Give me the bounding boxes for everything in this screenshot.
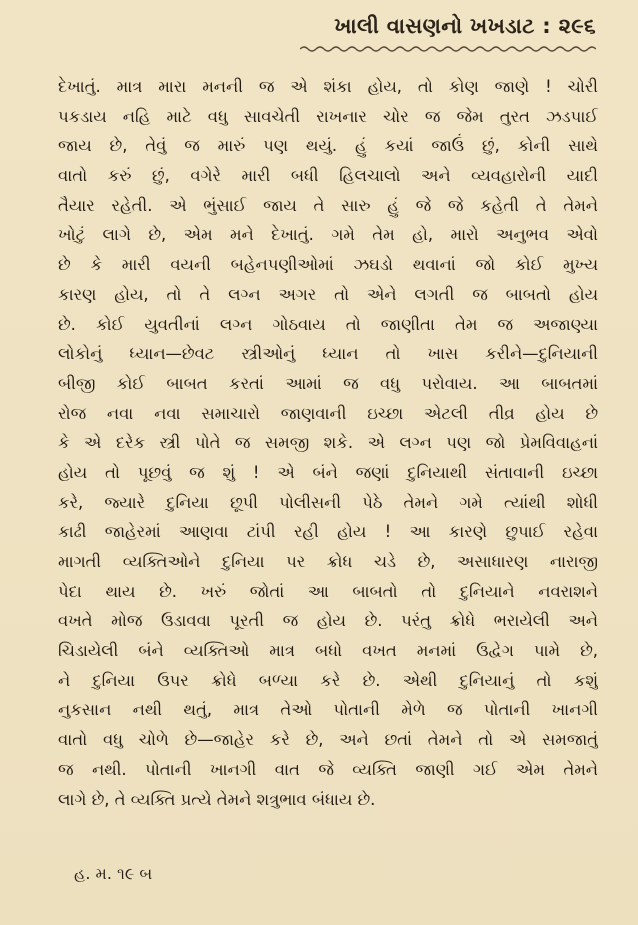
text-line: વાતો કરું છું, વગેરે મારી બધી હિલચાલો અને વ્યવહારોની યાદી: [58, 166, 598, 186]
footnote-signature: હ. મ. ૧૯ બ: [74, 864, 153, 883]
text-line: ચિડાયેલી બંને વ્યક્તિઓ માત્ર બધો વખત મનમાં ઉદ્વેગ પામે છે,: [58, 641, 598, 661]
text-line: વાતો વધુ ચોળે છે—જાહેર કરે છે, અને છતાં તેમને તો એ સમજાતું: [58, 730, 598, 750]
text-line: જ નથી. પોતાની ખાનગી વાત જે વ્યક્તિ જાણી ગઈ એમ તેમને: [58, 759, 598, 779]
text-line: રોજ નવા નવા સમાચારો જાણવાની ઇચ્છા એટલી તીવ્ર હોય છે: [58, 403, 598, 423]
text-line: કાઢી જાહેરમાં આણવા ટાંપી રહી હોય ! આ કારણે છુપાઈ રહેવા: [58, 522, 598, 542]
running-title: ખાલી વાસણનો ખખડાટ : ૨૯૬: [334, 14, 596, 38]
text-line: જાય છે, તેવું જ મારું પણ થયું. હું કયાં જાઉં છું, કોની સાથે: [58, 136, 598, 156]
text-line: માગતી વ્યક્તિઓને દુનિયા પર ક્રોધ ચડે છે, અસાધારણ નારાજી: [58, 552, 598, 571]
text-line: ખોટું લાગે છે, એમ મને દેખાતું. ગમે તેમ હો, મારો અનુભવ એવો: [58, 225, 598, 245]
text-line: નુકસાન નથી થતું, માત્ર તેઓ પોતાની મેળે જ પોતાની ખાનગી: [58, 700, 598, 720]
text-line: હોય તો પૂછવું જ શું ! એ બંને જણાં દુનિયાથી સંતાવાની ઇચ્છા: [58, 462, 598, 482]
text-line: વખતે મોજ ઉડાવવા પૂરતી જ હોય છે. પરંતુ ક્રોધે ભરાયેલી અને: [58, 611, 598, 631]
text-line: ને દુનિયા ઉપર ક્રોધે બળ્યા કરે છે. એથી દુનિયાનું તો કશું: [58, 670, 598, 690]
text-line: કરે, જ્યારે દુનિયા છૂપી પોલીસની પેઠે તેમને ગમે ત્યાંથી શોધી: [58, 492, 598, 512]
text-line: તૈયાર રહેતી. એ ભુંસાઈ જાય તે સારુ હું જે જે કહેતી તે તેમને: [58, 195, 598, 215]
text-line: બીજી કોઈ બાબત કરતાં આમાં જ વધુ પરોવાય. આ બાબતમાં: [58, 373, 598, 393]
wavy-underline-ornament: [300, 44, 596, 54]
text-line: પકડાય નહિ માટે વધુ સાવચેતી રાખનાર ચોર જ જેમ તુરત ઝડપાઈ: [58, 106, 598, 126]
text-line: પેદા થાય છે. ખરું જોતાં આ બાબતો તો દુનિયાને નવરાશને: [58, 581, 598, 601]
text-line: દેખાતું. માત્ર મારા મનની જ એ શંકા હોય, તો કોણ જાણે ! ચોરી: [58, 77, 598, 96]
text-line: છે કે મારી વયની બહેનપણીઓમાં ઝઘડો થવાનાં જો કોઈ મુખ્ય: [58, 255, 598, 275]
text-line: કે એ દરેક સ્ત્રી પોતે જ સમજી શકે. એ લગ્ન પણ જો પ્રેમવિવાહનાં: [58, 433, 598, 453]
text-line: લોકોનું ધ્યાન—છેવટ સ્ત્રીઓનું ધ્યાન તો ખાસ કરીને—દુનિયાની: [58, 344, 598, 364]
text-line: કારણ હોય, તો તે લગ્ન અગર તો એને લગતી જ બાબતો હોય: [58, 284, 598, 304]
text-line-last: લાગે છે, તે વ્યક્તિ પ્રત્યે તેમને શત્રુભાવ બંધાય છે.: [58, 789, 376, 809]
body-text: [58, 72, 598, 814]
text-line: છે. કોઈ યુવતીનાં લગ્ન ગોઠવાય તો જાણીતા તેમ જ અજાણ્યા: [58, 314, 598, 334]
running-head: [296, 14, 596, 39]
